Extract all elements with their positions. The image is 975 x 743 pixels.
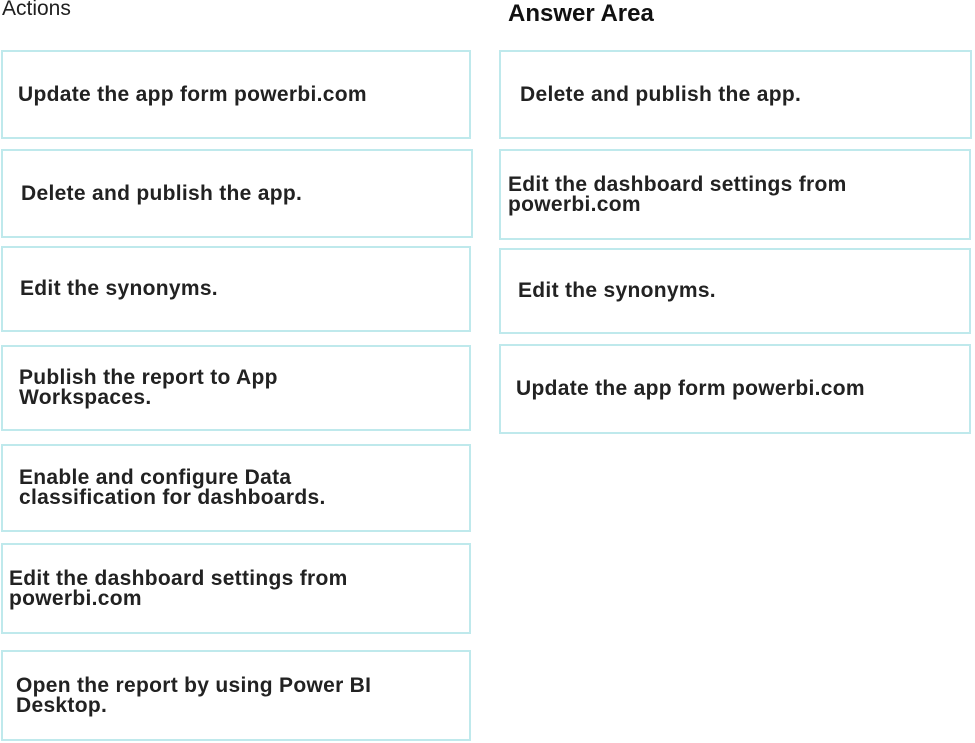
action-card-label: Delete and publish the app. [21,181,303,205]
action-card-label: Edit the synonyms. [20,277,218,300]
action-card[interactable] [1,345,471,431]
actions-heading: Actions [2,0,71,20]
action-card[interactable] [1,246,471,332]
action-card[interactable] [1,543,471,634]
action-card[interactable] [1,149,473,238]
answer-card[interactable] [499,248,971,334]
answer-card-label: Delete and publish the app. [520,82,802,106]
action-card[interactable] [1,50,471,139]
answer-card[interactable] [499,149,971,240]
action-card-label: Enable and configure Data classification for dashboards. [19,466,326,509]
answer-card[interactable] [499,50,972,139]
answer-card-label: Update the app form powerbi.com [516,377,865,400]
action-card[interactable] [1,650,471,741]
action-card-label: Edit the dashboard settings from powerbi.com [9,566,348,610]
answer-card-label: Edit the synonyms. [518,279,716,302]
answer-card[interactable] [499,344,971,434]
action-card-label: Open the report by using Power BI Desktop. [16,673,372,717]
action-card-label: Update the app form powerbi.com [18,82,367,106]
action-card[interactable] [1,444,471,532]
action-card-label: Publish the report to App Workspaces. [19,366,278,409]
answer-card-label: Edit the dashboard settings from powerbi.com [508,172,847,216]
answer-area-heading: Answer Area [508,0,654,27]
